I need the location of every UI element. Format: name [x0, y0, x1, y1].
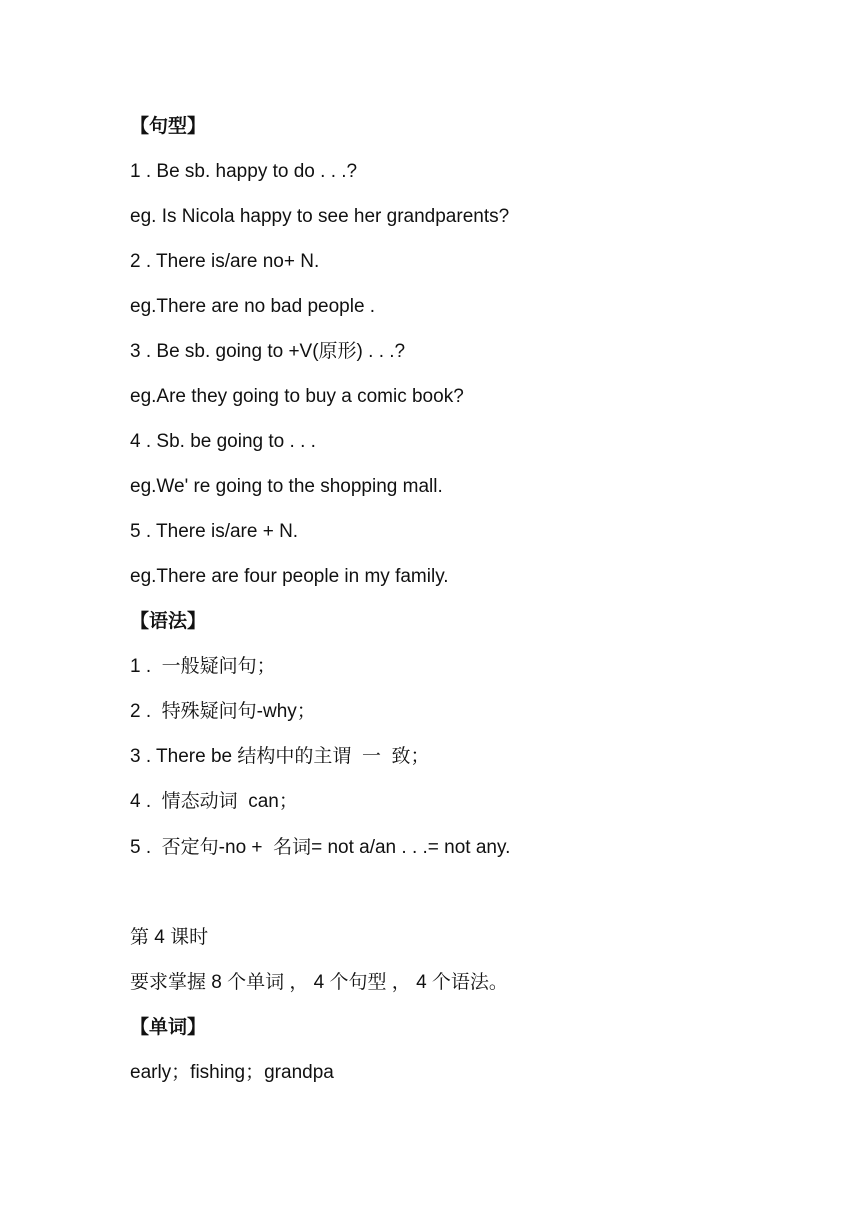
grammar-item-4: 4 . 情态动词 can；	[130, 791, 298, 812]
vocabulary-list: early；fishing；grandpa	[130, 1062, 334, 1083]
grammar-item-3: 3 . There be 结构中的主谓 一 致；	[130, 746, 430, 767]
pattern-1-example: eg. Is Nicola happy to see her grandparents?	[130, 206, 510, 227]
pattern-1: 1 . Be sb. happy to do . . .?	[130, 161, 358, 182]
lesson-requirement: 要求掌握 8 个单词 ， 4 个句型 ， 4 个语法。	[130, 972, 508, 993]
pattern-5: 5 . There is/are + N.	[130, 521, 299, 542]
grammar-heading: 【语法】	[130, 611, 207, 632]
grammar-item-5: 5 . 否定句-no + 名词= not a/an . . .= not any.	[130, 837, 511, 858]
vocabulary-heading: 【单词】	[130, 1017, 207, 1038]
pattern-2-example: eg.There are no bad people .	[130, 296, 376, 317]
grammar-item-1: 1 . 一般疑问句；	[130, 656, 276, 677]
grammar-item-2: 2 . 特殊疑问句-why；	[130, 701, 316, 722]
pattern-3: 3 . Be sb. going to +V(原形) . . .?	[130, 341, 406, 362]
pattern-4: 4 . Sb. be going to . . .	[130, 431, 316, 452]
pattern-2: 2 . There is/are no+ N.	[130, 251, 320, 272]
pattern-4-example: eg.We' re going to the shopping mall.	[130, 476, 443, 497]
pattern-3-example: eg.Are they going to buy a comic book?	[130, 386, 464, 407]
lesson-title: 第 4 课时	[130, 927, 209, 948]
pattern-5-example: eg.There are four people in my family.	[130, 566, 449, 587]
sentence-patterns-heading: 【句型】	[130, 116, 207, 137]
